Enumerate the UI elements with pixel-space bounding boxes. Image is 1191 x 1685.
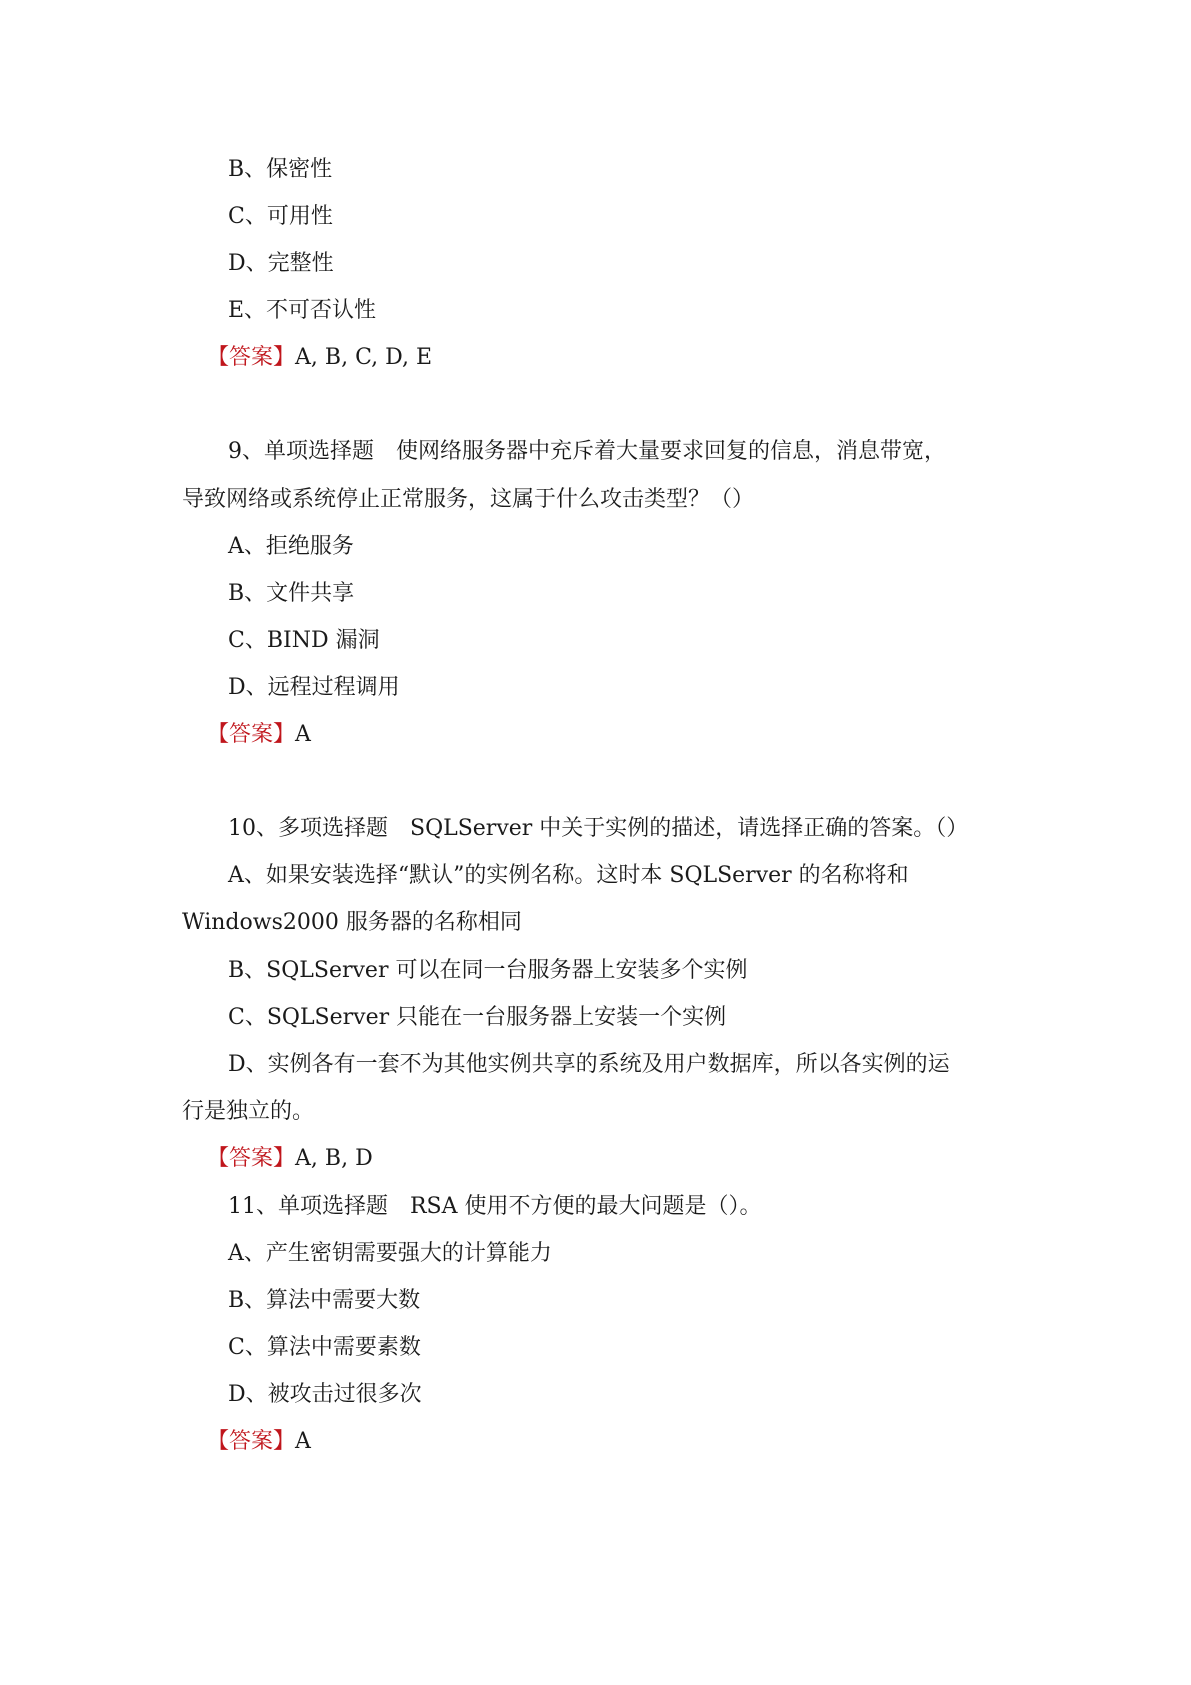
q11-option-b: B、算法中需要大数 [228, 1288, 421, 1313]
q10-option-c: C、SQLServer 只能在一台服务器上安装一个实例 [228, 1005, 727, 1030]
q10-option-d-line2: 行是独立的。 [182, 1099, 315, 1124]
q10-option-d-line1: D、实例各有一套不为其他实例共享的系统及用户数据库，所以各实例的运 [228, 1052, 950, 1077]
answer-label: 答案 [229, 722, 274, 747]
q11-option-c: C、算法中需要素数 [228, 1335, 421, 1360]
q8-option-e: E、不可否认性 [228, 298, 377, 323]
answer-open-bracket: 【 [207, 1146, 230, 1171]
q8-option-d: D、完整性 [228, 251, 334, 276]
q10-option-a-line1: A、如果安装选择“默认”的实例名称。这时本 SQLServer 的名称将和 [228, 863, 909, 888]
q8-option-b: B、保密性 [228, 157, 333, 182]
answer-label: 答案 [229, 345, 274, 370]
answer-value: A, B, C, D, E [295, 345, 433, 370]
q10-answer [207, 1144, 373, 1174]
q8-answer [207, 343, 432, 373]
q9-stem-line1: 9、单项选择题 使网络服务器中充斥着大量要求回复的信息，消息带宽， [228, 439, 946, 464]
q11-option-d: D、被攻击过很多次 [228, 1382, 422, 1407]
q9-option-b: B、文件共享 [228, 581, 355, 606]
answer-value: A [295, 1429, 311, 1454]
q9-stem-line2: 导致网络或系统停止正常服务，这属于什么攻击类型？（） [182, 487, 755, 512]
answer-value: A [295, 722, 311, 747]
q9-answer [207, 720, 311, 750]
answer-label: 答案 [229, 1146, 274, 1171]
answer-close-bracket: 】 [273, 1429, 296, 1454]
answer-close-bracket: 】 [273, 722, 296, 747]
answer-close-bracket: 】 [273, 1146, 296, 1171]
answer-value: A, B, D [295, 1146, 373, 1171]
q9-option-d: D、远程过程调用 [228, 675, 400, 700]
q10-option-a-line2: Windows2000 服务器的名称相同 [182, 910, 522, 935]
q11-stem: 11、单项选择题 RSA 使用不方便的最大问题是（）。 [228, 1194, 762, 1219]
answer-open-bracket: 【 [207, 1429, 230, 1454]
q8-option-c: C、可用性 [228, 204, 333, 229]
q11-option-a: A、产生密钥需要强大的计算能力 [228, 1241, 552, 1266]
q11-answer [207, 1427, 311, 1457]
q9-option-a: A、拒绝服务 [228, 534, 354, 559]
q9-option-c: C、BIND 漏洞 [228, 628, 380, 653]
q10-option-b: B、SQLServer 可以在同一台服务器上安装多个实例 [228, 958, 748, 983]
q10-stem: 10、多项选择题 SQLServer 中关于实例的描述，请选择正确的答案。（） [228, 816, 969, 841]
answer-label: 答案 [229, 1429, 274, 1454]
answer-close-bracket: 】 [273, 345, 296, 370]
answer-open-bracket: 【 [207, 722, 230, 747]
answer-open-bracket: 【 [207, 345, 230, 370]
